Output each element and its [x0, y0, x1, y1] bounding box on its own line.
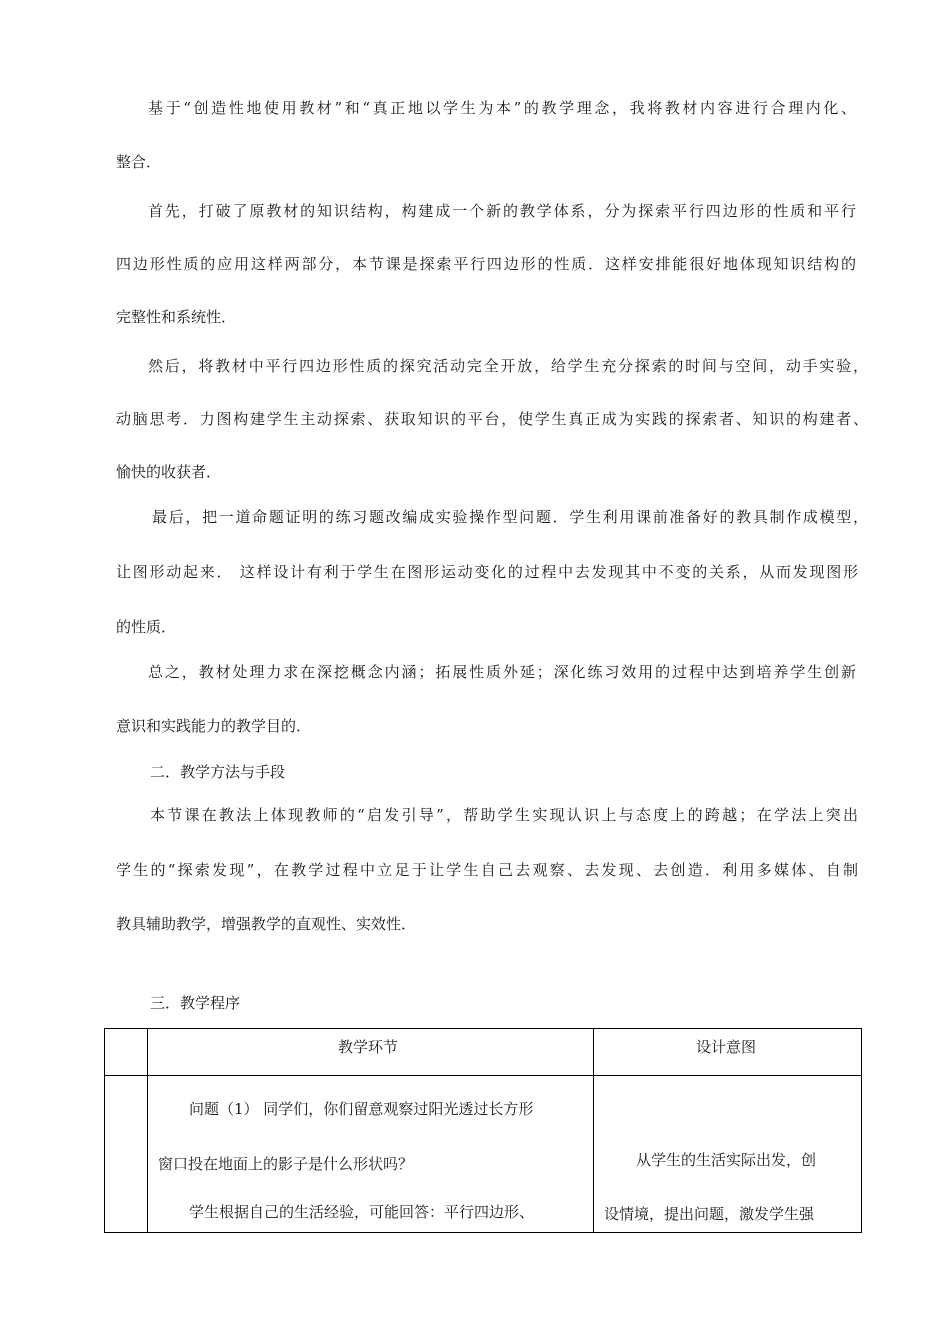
header-design-intent-label: 设计意图 — [696, 1038, 757, 1056]
row-intent-line-1: 从学生的生活实际出发，创 — [636, 1151, 817, 1169]
paragraph-2-line-2: 四边形性质的应用这样两部分，本节课是探索平行四边形的性质．这样安排能很好地体现知识结构的 — [116, 255, 856, 273]
paragraph-5-line-2: 意识和实践能力的教学目的． — [116, 717, 312, 735]
paragraph-3-line-1: 然后，将教材中平行四边形性质的探究活动完全开放，给学生充分探索的时间与空间，动手实验， — [148, 357, 868, 375]
row-intent-line-2: 设情境，提出问题，激发学生强 — [604, 1205, 815, 1223]
paragraph-1-line-1: 基于“创造性地使用教材”和“真正地以学生为本”的教学理念，我将教材内容进行合理内化、 — [148, 99, 856, 117]
paragraph-4-line-1: 最后，把一道命题证明的练习题改编成实验操作型问题．学生利用课前准备好的教具制作成模型， — [152, 508, 868, 526]
header-teaching-stage — [148, 1029, 594, 1076]
row-content-cell — [148, 1076, 594, 1233]
section-3-heading: 三．教学程序 — [150, 994, 241, 1012]
paragraph-2-line-1: 首先，打破了原教材的知识结构，构建成一个新的教学体系，分为探索平行四边形的性质和平行 — [148, 202, 856, 220]
section-2-heading: 二．教学方法与手段 — [150, 763, 286, 781]
table-header-row — [105, 1029, 862, 1076]
section-2-line-2: 学生的“探索发现”，在教学过程中立足于让学生自己去观察、去发现、去创造．利用多媒体、自制 — [116, 861, 858, 879]
paragraph-2-line-3: 完整性和系统性． — [116, 308, 237, 326]
paragraph-4-line-3: 的性质． — [116, 618, 177, 636]
section-2-line-3: 教具辅助教学，增强教学的直观性、实效性． — [116, 915, 417, 933]
paragraph-3-line-3: 愉快的收获者． — [116, 463, 222, 481]
row-content-line-1: 问题（1） 同学们，你们留意观察过阳光透过长方形 — [189, 1100, 534, 1118]
section-2-line-1: 本节课在教法上体现教师的“启发引导”，帮助学生实现认识上与态度上的跨越；在学法上突出 — [150, 806, 858, 824]
table-row — [105, 1076, 862, 1233]
row-index-cell — [105, 1076, 148, 1233]
paragraph-4-line-2: 让图形动起来． 这样设计有利于学生在图形运动变化的过程中去发现其中不变的关系，从而发现图形 — [116, 563, 858, 581]
row-content-line-2: 窗口投在地面上的影子是什么形状吗？ — [158, 1155, 414, 1173]
paragraph-3-line-2: 动脑思考．力图构建学生主动探索、获取知识的平台，使学生真正成为实践的探索者、知识的构建者、 — [116, 410, 868, 428]
header-index-cell — [105, 1029, 148, 1076]
paragraph-5-line-1: 总之，教材处理力求在深挖概念内涵；拓展性质外延；深化练习效用的过程中达到培养学生创新 — [148, 663, 856, 681]
paragraph-1-line-2: 整合． — [116, 153, 162, 171]
teaching-procedure-table — [104, 1028, 862, 1233]
header-teaching-stage-label: 教学环节 — [338, 1038, 399, 1056]
row-intent-cell — [594, 1076, 862, 1233]
header-design-intent — [594, 1029, 862, 1076]
row-content-line-3: 学生根据自己的生活经验，可能回答：平行四边形、 — [189, 1203, 535, 1221]
